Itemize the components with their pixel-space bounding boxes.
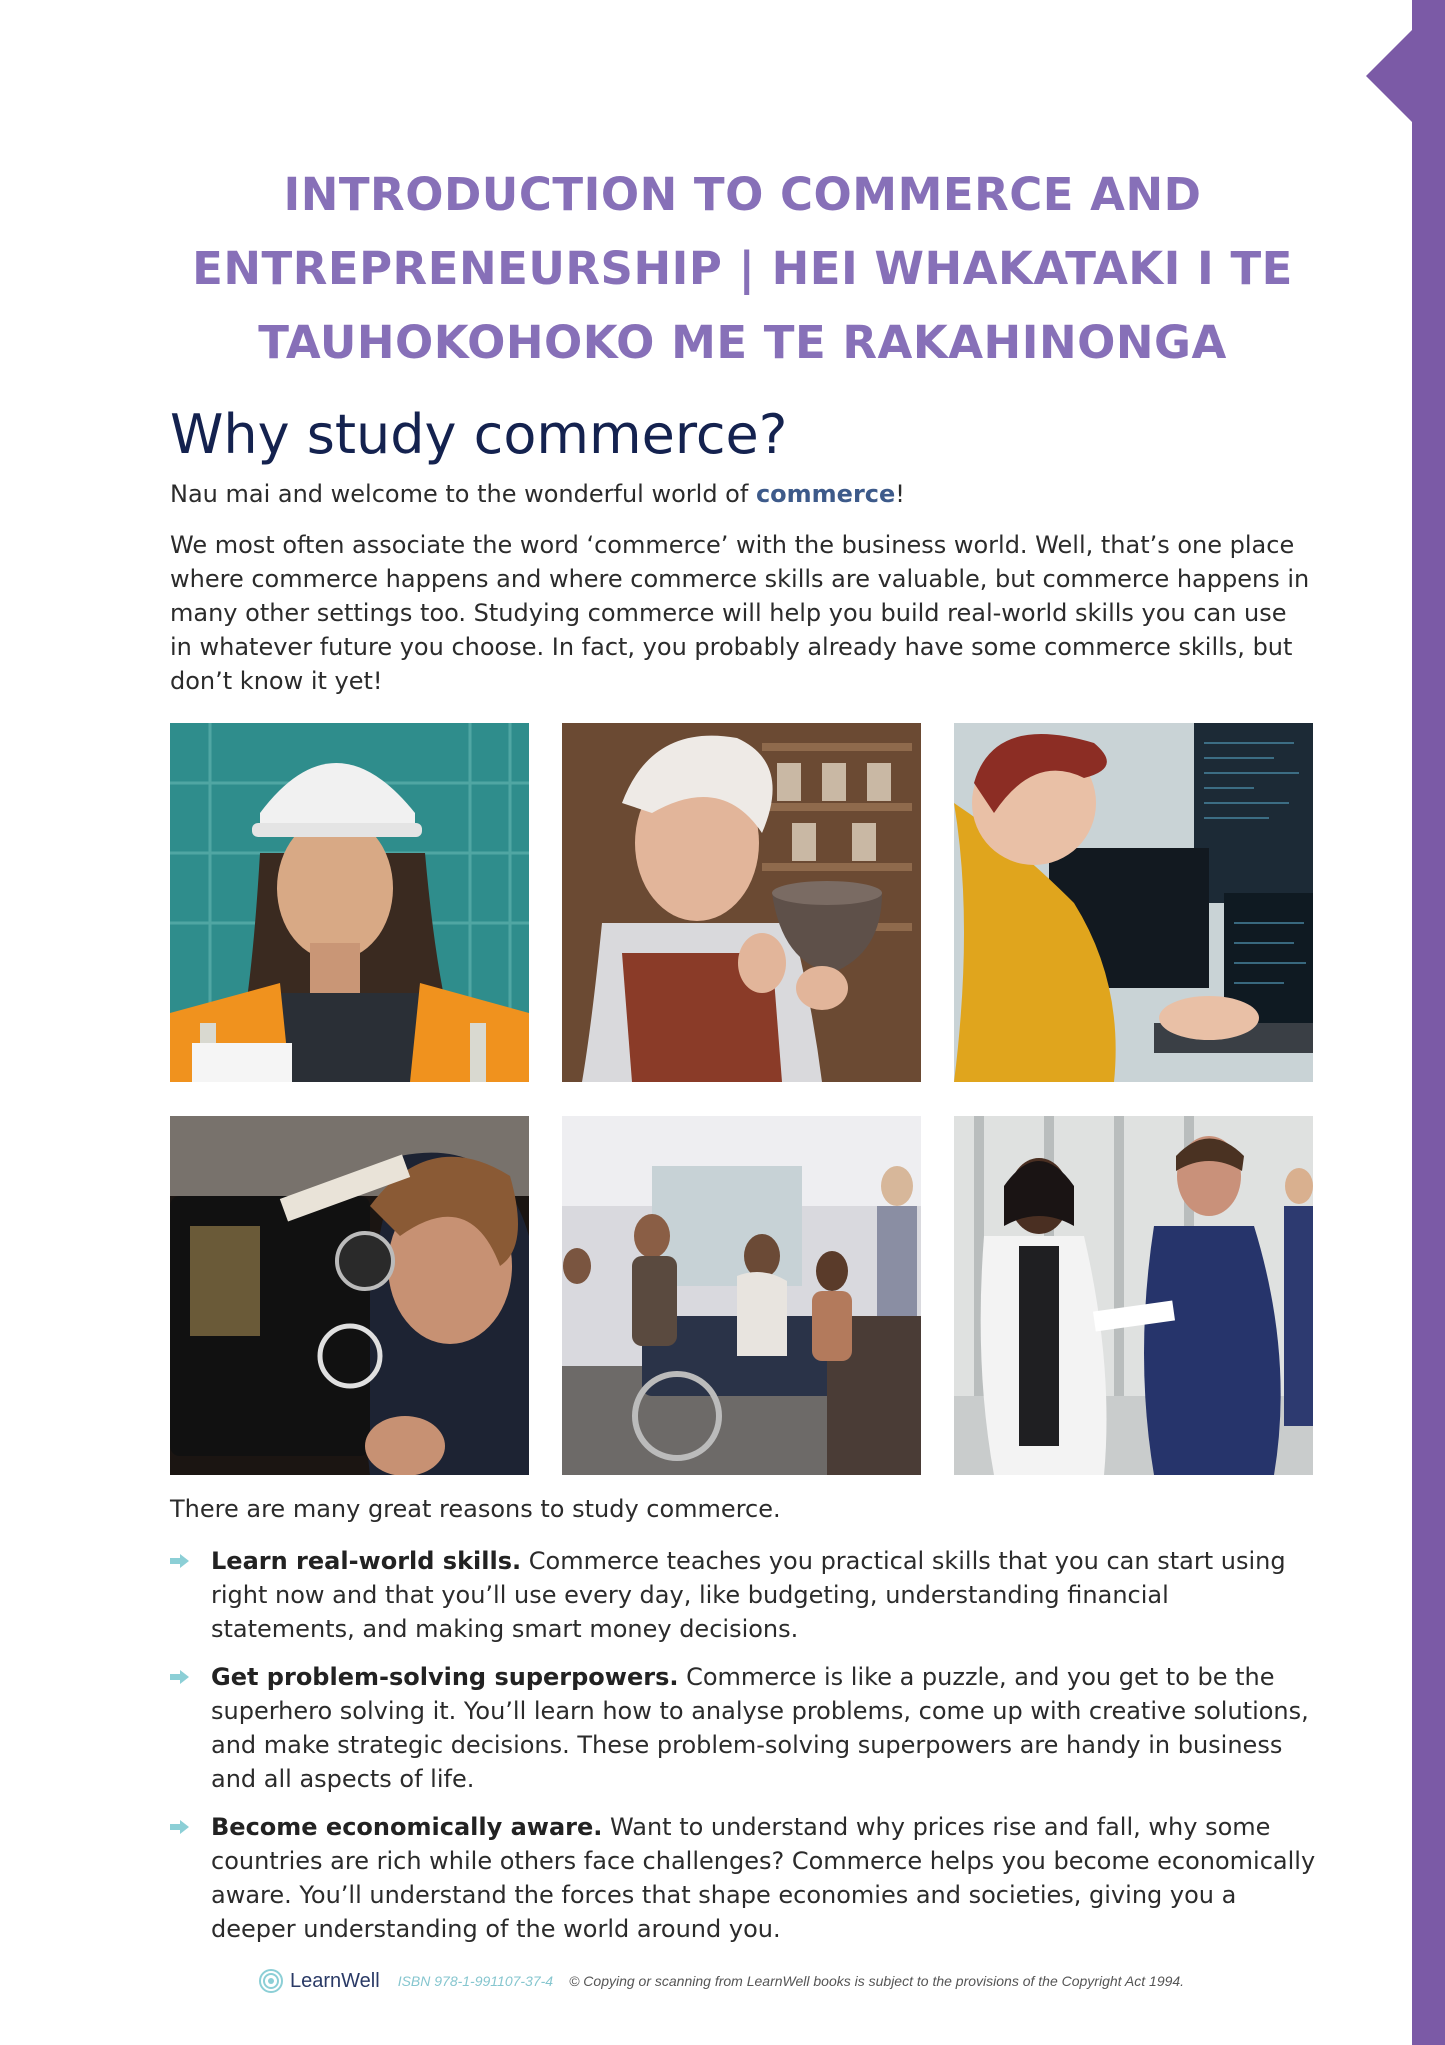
- intro-paragraph: We most often associate the word ‘commerce’ with the business world. Well, that’s one place where commerce happens and where commerce skills are valuable, but commerce happens in many other settings too. Studying commerce will help you build real-world skills you can use in whatever future you choose. In fact, you probably already have some commerce skills, but don’t know it yet!: [170, 531, 1310, 695]
- side-accent-stripe: [1412, 0, 1445, 2045]
- photo-construction-worker: [170, 723, 529, 1082]
- reasons-list: [170, 1544, 1320, 1960]
- bullet-text: Commerce teaches you practical skills that you can start using right now and that you’ll use every day, like budgeting, understanding financial statements, and making smart money decisions.: [211, 1547, 1286, 1643]
- welcome-text: Nau mai and welcome to the wonderful world of: [170, 480, 756, 508]
- learnwell-logo: [258, 1968, 380, 1994]
- bullet-lead: Become economically aware.: [211, 1813, 603, 1841]
- photo-programmer: [954, 723, 1313, 1082]
- section-heading: Why study commerce?: [170, 403, 788, 466]
- list-item: [170, 1544, 1320, 1646]
- commerce-keyword: commerce: [755, 480, 896, 508]
- page-title: INTRODUCTION TO COMMERCE AND ENTREPRENEURSHIP | HEI WHAKATAKI I TE TAUHOKOHOKO ME TE RAKAHINONGA: [192, 168, 1293, 369]
- list-item: [170, 1810, 1320, 1946]
- arrow-bullet-icon: [170, 1820, 189, 1834]
- photo-medical-staff: [954, 1116, 1313, 1475]
- logo-text: LearnWell: [290, 1969, 380, 1992]
- list-item: [170, 1660, 1320, 1796]
- side-accent-tab: [1366, 30, 1412, 122]
- bullet-lead: Get problem-solving superpowers.: [211, 1663, 679, 1691]
- photo-camera-operator: [170, 1116, 529, 1475]
- photo-potter: [562, 723, 921, 1082]
- bullet-lead: Learn real-world skills.: [211, 1547, 522, 1575]
- reasons-intro: There are many great reasons to study commerce.: [170, 1495, 781, 1523]
- bullet-text: Commerce is like a puzzle, and you get to be the superhero solving it. You’ll learn how to analyse problems, come up with creative solutions, and make strategic decisions. These problem-solving superpowers are handy in business and all aspects of life.: [211, 1663, 1309, 1793]
- welcome-end: !: [895, 480, 905, 508]
- photo-office-group: [562, 1116, 921, 1475]
- isbn: ISBN 978-1-991107-37-4: [397, 1973, 554, 1989]
- copyright-notice: © Copying or scanning from LearnWell books is subject to the provisions of the Copyright Act 1994.: [569, 1973, 1185, 1989]
- learnwell-logo-icon: [258, 1968, 284, 1994]
- welcome-paragraph: [170, 477, 1315, 511]
- bullet-text: Want to understand why prices rise and fall, why some countries are rich while others face challenges? Commerce helps you become economically aware. You’ll understand the forces that shape economies and societies, giving you a deeper understanding of the world around you.: [211, 1813, 1316, 1943]
- page-footer: [258, 1964, 1184, 1998]
- arrow-bullet-icon: [170, 1554, 189, 1568]
- arrow-bullet-icon: [170, 1670, 189, 1684]
